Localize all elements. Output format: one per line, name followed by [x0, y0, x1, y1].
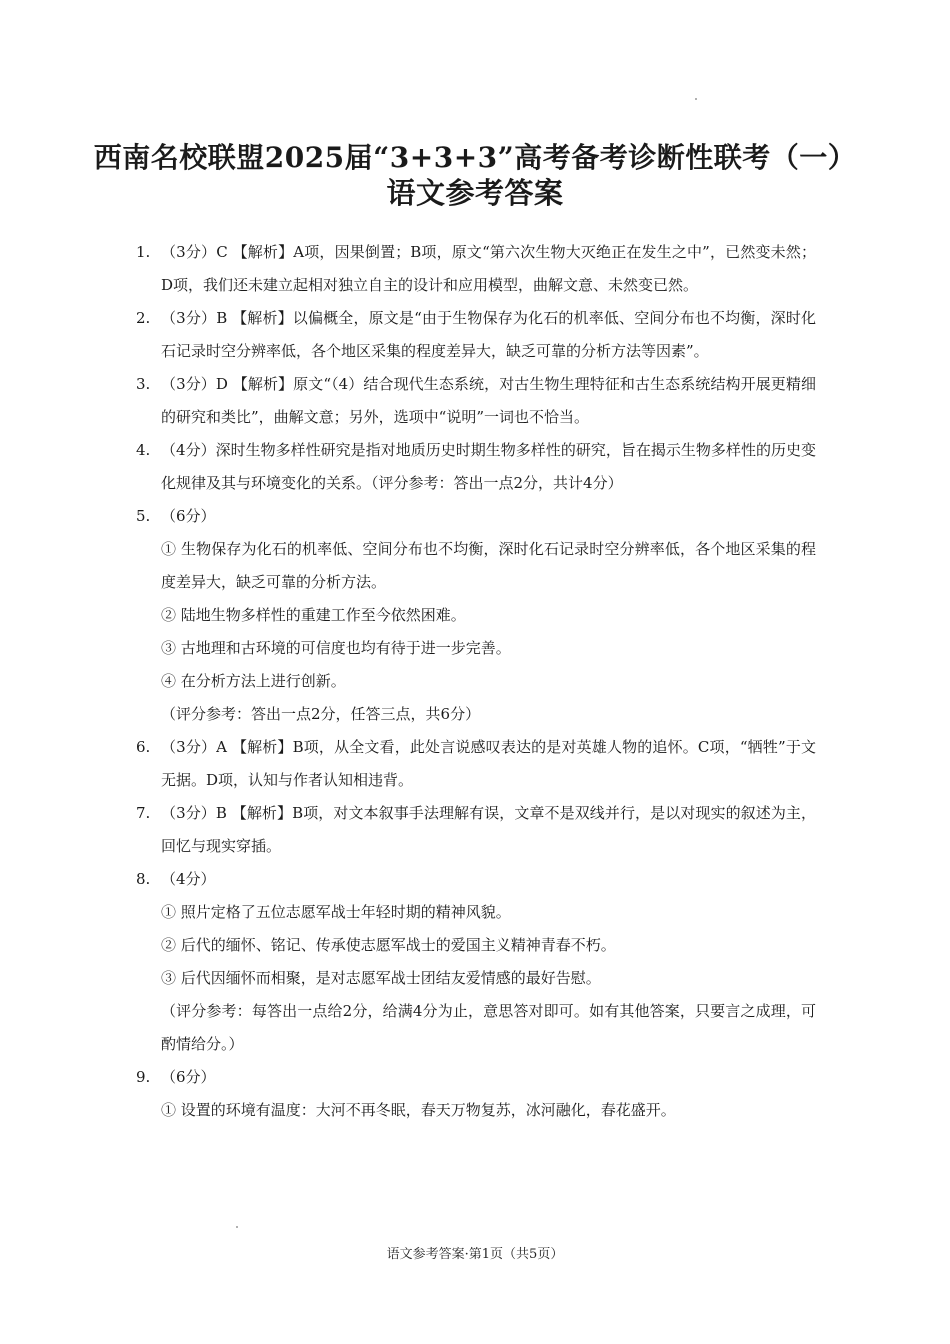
answer-text: ③ 古地理和古环境的可信度也均有待于进一步完善。 — [161, 639, 511, 657]
page-title: 西南名校联盟2025届“3+3+3”高考备考诊断性联考（一） — [93, 141, 857, 174]
scan-speck — [236, 1226, 238, 1228]
answer-text: ① 设置的环境有温度：大河不再冬眠，春天万物复苏，冰河融化，春花盛开。 — [161, 1101, 676, 1119]
answer-list — [136, 236, 816, 1127]
answer-text: （评分参考：每答出一点给2分，给满4分为止，意思答对即可。如有其他答案，只要言之成理，可酌情给分。） — [161, 1002, 816, 1053]
answer-item — [136, 863, 816, 1061]
answer-text: （3分）A 【解析】B项，从全文看，此处言说感叹表达的是对英雄人物的追怀。C项，“牺牲”于文无据。D项，认知与作者认知相违背。 — [161, 738, 816, 789]
answer-number: 9. — [136, 1068, 151, 1086]
answer-number: 3. — [136, 375, 151, 393]
answer-text: （3分）B 【解析】以偏概全，原文是“由于生物保存为化石的机率低、空间分布也不均衡，深时化石记录时空分辨率低，各个地区采集的程度差异大，缺乏可靠的分析方法等因素”。 — [161, 309, 816, 360]
answer-text: ③ 后代因缅怀而相聚，是对志愿军战士团结友爱情感的最好告慰。 — [161, 969, 601, 987]
page-footer: 语文参考答案·第1页（共5页） — [386, 1247, 564, 1262]
answer-text: ① 生物保存为化石的机率低、空间分布也不均衡，深时化石记录时空分辨率低，各个地区采集的程度差异大，缺乏可靠的分析方法。 — [161, 540, 816, 591]
answer-text: （4分） — [161, 870, 216, 888]
answer-number: 7. — [136, 804, 151, 822]
answer-item — [136, 797, 816, 863]
answer-text: （3分）B 【解析】B项，对文本叙事手法理解有误，文章不是双线并行，是以对现实的叙述为主，回忆与现实穿插。 — [161, 804, 816, 855]
answer-number: 5. — [136, 507, 151, 525]
answer-number: 1. — [136, 243, 151, 261]
answer-item — [136, 1061, 816, 1127]
answer-item — [136, 500, 816, 731]
page-subtitle: 语文参考答案 — [386, 176, 564, 210]
answer-text: （6分） — [161, 507, 216, 525]
answer-item — [136, 368, 816, 434]
answer-number: 4. — [136, 441, 151, 459]
answer-text: ② 后代的缅怀、铭记、传承使志愿军战士的爱国主义精神青春不朽。 — [161, 936, 616, 954]
answer-number: 2. — [136, 309, 151, 327]
answer-item — [136, 434, 816, 500]
answer-text: ② 陆地生物多样性的重建工作至今依然困难。 — [161, 606, 466, 624]
answer-item — [136, 731, 816, 797]
answer-text: ① 照片定格了五位志愿军战士年轻时期的精神风貌。 — [161, 903, 511, 921]
answer-text: （4分）深时生物多样性研究是指对地质历史时期生物多样性的研究，旨在揭示生物多样性的历史变化规律及其与环境变化的关系。（评分参考：答出一点2分，共计4分） — [161, 441, 816, 492]
scan-speck — [695, 98, 697, 100]
answer-text: （3分）D 【解析】原文“（4）结合现代生态系统，对古生物生理特征和古生态系统结构开展更精细的研究和类比”，曲解文意；另外，选项中“说明”一词也不恰当。 — [161, 375, 816, 426]
answer-text: （3分）C 【解析】A项，因果倒置；B项，原文“第六次生物大灭绝正在发生之中”，已然变未然；D项，我们还未建立起相对独立自主的设计和应用模型，曲解文意、未然变已然。 — [161, 243, 816, 294]
answer-item — [136, 302, 816, 368]
answer-item — [136, 236, 816, 302]
answer-number: 8. — [136, 870, 151, 888]
answer-text: ④ 在分析方法上进行创新。 — [161, 672, 346, 690]
answer-number: 6. — [136, 738, 151, 756]
answer-text: （评分参考：答出一点2分，任答三点，共6分） — [161, 705, 481, 723]
answer-text: （6分） — [161, 1068, 216, 1086]
